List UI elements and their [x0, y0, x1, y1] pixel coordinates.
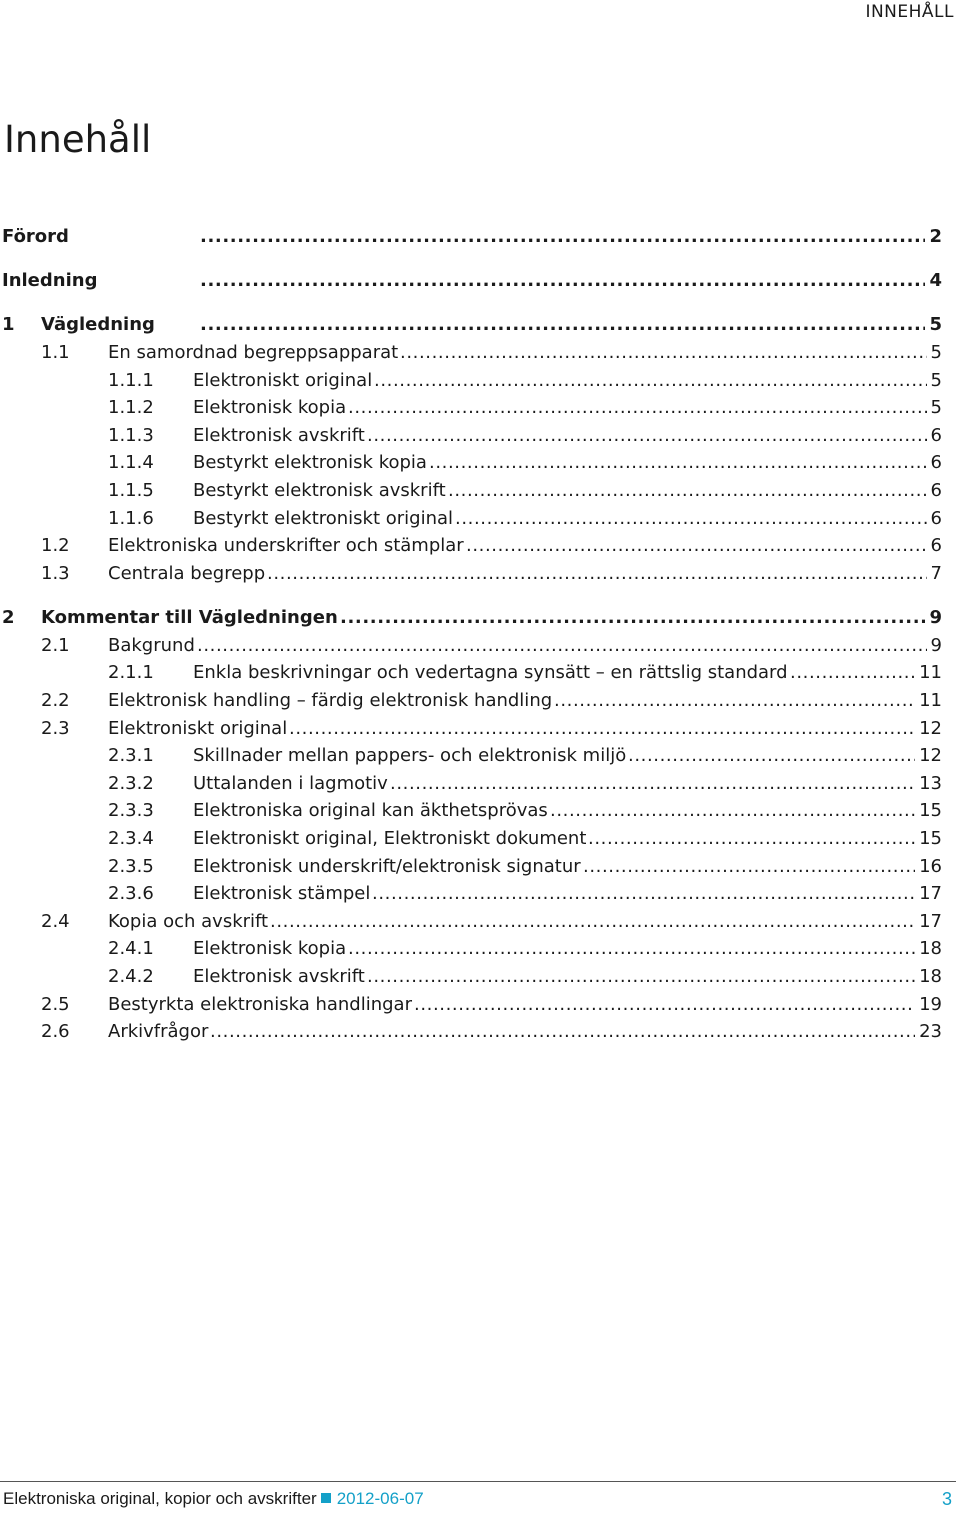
toc-entry-page: 5 [925, 312, 942, 338]
toc-entry[interactable] [0, 826, 960, 852]
running-head: INNEHÅLL [865, 2, 954, 22]
toc-entry[interactable] [0, 340, 960, 366]
toc-entry[interactable] [0, 423, 960, 449]
footer-page-number: 3 [941, 1489, 952, 1509]
toc-leader-dots [448, 478, 927, 504]
toc-entry[interactable] [0, 312, 960, 338]
toc-leader-dots [400, 340, 927, 366]
toc-entry-number: 1 [2, 312, 15, 338]
toc-entry-number: 2.3.5 [108, 854, 154, 880]
toc-leader-dots [200, 224, 925, 250]
toc-entry[interactable] [0, 224, 960, 250]
toc-entry-number: 1.1.3 [108, 423, 154, 449]
toc-entry-title: Vägledning [41, 312, 155, 338]
toc-entry-title: Elektroniskt original [193, 368, 372, 394]
toc-entry-number: 2.2 [41, 688, 70, 714]
toc-entry-number: 2.1.1 [108, 660, 154, 686]
toc-leader-dots [200, 268, 925, 294]
page-title: Innehåll [4, 118, 152, 161]
toc-leader-dots [588, 826, 915, 852]
toc-entry-title: Elektronisk kopia [193, 395, 346, 421]
toc-entry-title: Elektroniska original kan äkthetsprövas [193, 798, 548, 824]
toc-leader-dots [372, 881, 915, 907]
toc-entry-number: 2.6 [41, 1019, 70, 1045]
toc-entry-number: 2.3.6 [108, 881, 154, 907]
toc-leader-dots [348, 936, 915, 962]
toc-entry-number: 2 [2, 605, 15, 631]
toc-entry-page: 16 [915, 854, 942, 880]
toc-leader-dots [583, 854, 915, 880]
toc-leader-dots [367, 423, 927, 449]
toc-entry-title: Förord [2, 224, 69, 250]
toc-entry-page: 6 [927, 478, 942, 504]
toc-entry-page: 15 [915, 798, 942, 824]
toc-entry-title: Elektroniska underskrifter och stämplar [108, 533, 464, 559]
toc-entry-page: 17 [915, 909, 942, 935]
toc-entry-number: 1.1.6 [108, 506, 154, 532]
toc-entry-page: 11 [915, 688, 942, 714]
toc-entry-number: 2.5 [41, 992, 70, 1018]
toc-entry-number: 2.4.2 [108, 964, 154, 990]
toc-entry-page: 4 [925, 268, 942, 294]
toc-entry-page: 18 [915, 964, 942, 990]
toc-leader-dots [628, 743, 915, 769]
toc-entry-title: Centrala begrepp [108, 561, 265, 587]
toc-entry-page: 12 [915, 716, 942, 742]
toc-entry-number: 2.3 [41, 716, 70, 742]
toc-entry-title: Arkivfrågor [108, 1019, 208, 1045]
toc-entry-title: Elektroniskt original [108, 716, 287, 742]
toc-entry[interactable] [0, 743, 960, 769]
toc-entry-page: 6 [927, 533, 942, 559]
toc-entry-page: 11 [915, 660, 942, 686]
toc-leader-dots [414, 992, 915, 1018]
toc-entry-title: Bakgrund [108, 633, 195, 659]
toc-leader-dots [197, 633, 927, 659]
toc-entry-title: Uttalanden i lagmotiv [193, 771, 388, 797]
toc-entry-number: 2.3.1 [108, 743, 154, 769]
toc-entry[interactable] [0, 854, 960, 880]
toc-entry[interactable] [0, 660, 960, 686]
toc-entry-title: Elektronisk underskrift/elektronisk signatur [193, 854, 581, 880]
toc-entry-page: 6 [927, 450, 942, 476]
toc-leader-dots [790, 660, 915, 686]
toc-entry-title: Enkla beskrivningar och vedertagna synsätt – en rättslig standard [193, 660, 788, 686]
toc-entry-page: 2 [925, 224, 942, 250]
toc-entry[interactable] [0, 1019, 960, 1045]
toc-entry[interactable] [0, 936, 960, 962]
toc-entry[interactable] [0, 268, 960, 294]
toc-entry-title: Kopia och avskrift [108, 909, 268, 935]
toc-entry-title: Elektronisk kopia [193, 936, 346, 962]
toc-entry-number: 2.4 [41, 909, 70, 935]
toc-entry-page: 23 [915, 1019, 942, 1045]
toc-entry-title: Elektronisk avskrift [193, 964, 365, 990]
toc-entry[interactable] [0, 450, 960, 476]
toc-entry[interactable] [0, 688, 960, 714]
toc-entry-title: Elektronisk stämpel [193, 881, 370, 907]
toc-entry-number: 1.1 [41, 340, 70, 366]
toc-entry-page: 7 [927, 561, 942, 587]
toc-entry[interactable] [0, 716, 960, 742]
toc-entry-title: Bestyrkt elektroniskt original [193, 506, 453, 532]
toc-entry-number: 1.1.5 [108, 478, 154, 504]
toc-entry[interactable] [0, 633, 960, 659]
toc-entry-number: 1.1.1 [108, 368, 154, 394]
toc-entry[interactable] [0, 561, 960, 587]
toc-entry[interactable] [0, 368, 960, 394]
toc-entry-number: 1.1.4 [108, 450, 154, 476]
toc-entry-number: 2.3.3 [108, 798, 154, 824]
toc-entry[interactable] [0, 533, 960, 559]
toc-entry-page: 5 [927, 340, 942, 366]
toc-entry-title: Bestyrkta elektroniska handlingar [108, 992, 412, 1018]
toc-leader-dots [455, 506, 927, 532]
toc-entry[interactable] [0, 881, 960, 907]
toc-leader-dots [289, 716, 915, 742]
toc-entry-page: 6 [927, 506, 942, 532]
toc-entry[interactable] [0, 909, 960, 935]
toc-leader-dots [550, 798, 915, 824]
toc-entry-title: Elektronisk handling – färdig elektronisk handling [108, 688, 552, 714]
toc-leader-dots [340, 605, 925, 631]
toc-entry-page: 17 [915, 881, 942, 907]
toc-entry-page: 19 [915, 992, 942, 1018]
toc-entry[interactable] [0, 395, 960, 421]
toc-entry[interactable] [0, 478, 960, 504]
toc-entry-page: 5 [927, 368, 942, 394]
toc-leader-dots [267, 561, 927, 587]
toc-entry-number: 1.2 [41, 533, 70, 559]
toc-entry-page: 9 [925, 605, 942, 631]
toc-entry-title: Elektroniskt original, Elektroniskt dokument [193, 826, 586, 852]
toc-entry-title: Bestyrkt elektronisk kopia [193, 450, 427, 476]
footer-info [3, 1489, 424, 1509]
toc-entry[interactable] [0, 798, 960, 824]
toc-entry[interactable] [0, 964, 960, 990]
toc-entry[interactable] [0, 506, 960, 532]
toc-entry[interactable] [0, 605, 960, 631]
toc-entry-title: En samordnad begreppsapparat [108, 340, 398, 366]
toc-entry-page: 18 [915, 936, 942, 962]
toc-leader-dots [390, 771, 915, 797]
toc-leader-dots [374, 368, 927, 394]
toc-leader-dots [429, 450, 927, 476]
toc-entry-number: 2.4.1 [108, 936, 154, 962]
toc-entry-number: 1.3 [41, 561, 70, 587]
toc-entry-page: 12 [915, 743, 942, 769]
toc-entry-page: 9 [927, 633, 942, 659]
toc-entry-title: Inledning [2, 268, 97, 294]
square-bullet-icon [321, 1493, 331, 1503]
toc-entry-number: 2.3.4 [108, 826, 154, 852]
toc-entry-title: Bestyrkt elektronisk avskrift [193, 478, 446, 504]
toc-entry-number: 1.1.2 [108, 395, 154, 421]
toc-entry[interactable] [0, 771, 960, 797]
toc-leader-dots [554, 688, 915, 714]
toc-leader-dots [466, 533, 927, 559]
toc-entry-title: Skillnader mellan pappers- och elektronisk miljö [193, 743, 626, 769]
toc-leader-dots [367, 964, 915, 990]
footer-date: 2012-06-07 [336, 1489, 424, 1508]
toc-leader-dots [200, 312, 925, 338]
toc-entry-page: 5 [927, 395, 942, 421]
toc-entry-page: 13 [915, 771, 942, 797]
toc-entry-number: 2.1 [41, 633, 70, 659]
toc-entry-number: 2.3.2 [108, 771, 154, 797]
footer-document-title: Elektroniska original, kopior och avskrifter [3, 1489, 317, 1508]
toc-leader-dots [270, 909, 915, 935]
toc-entry-page: 15 [915, 826, 942, 852]
toc-leader-dots [348, 395, 927, 421]
footer-divider [0, 1481, 956, 1482]
toc-entry-title: Kommentar till Vägledningen [41, 605, 338, 631]
toc-entry[interactable] [0, 992, 960, 1018]
toc-leader-dots [210, 1019, 915, 1045]
toc-entry-title: Elektronisk avskrift [193, 423, 365, 449]
toc-entry-page: 6 [927, 423, 942, 449]
